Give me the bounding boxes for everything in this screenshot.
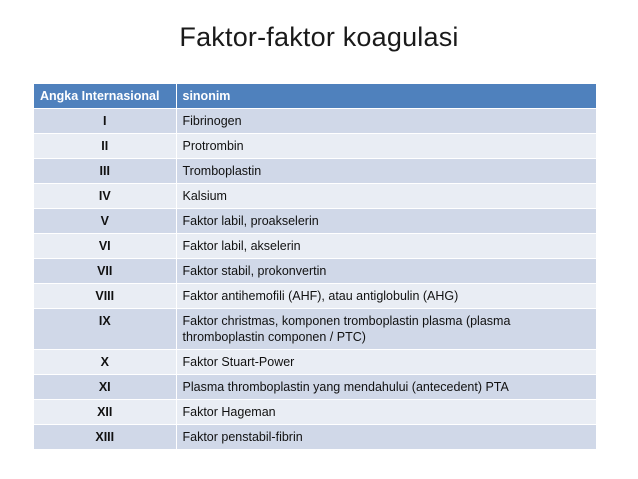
factor-synonym: Faktor Stuart-Power	[176, 350, 596, 375]
table-row	[34, 234, 596, 259]
factor-number: XIII	[34, 425, 176, 450]
factor-number: VI	[34, 234, 176, 259]
slide-title: Faktor-faktor koagulasi	[179, 22, 459, 52]
factor-number: I	[34, 109, 176, 134]
factor-synonym: Tromboplastin	[176, 159, 596, 184]
factor-synonym: Faktor labil, akselerin	[176, 234, 596, 259]
table-row	[34, 350, 596, 375]
table-row	[34, 184, 596, 209]
table-row	[34, 400, 596, 425]
factor-synonym: Faktor christmas, komponen tromboplastin plasma (plasma thromboplastin componen / PTC)	[176, 309, 596, 350]
factor-number: VII	[34, 259, 176, 284]
factor-number: IX	[34, 309, 176, 350]
factor-synonym: Kalsium	[176, 184, 596, 209]
table-row	[34, 375, 596, 400]
header-synonym: sinonim	[176, 84, 596, 109]
header-international-number: Angka Internasional	[34, 84, 176, 109]
factor-number: VIII	[34, 284, 176, 309]
factor-number: V	[34, 209, 176, 234]
factor-synonym: Faktor antihemofili (AHF), atau antiglobulin (AHG)	[176, 284, 596, 309]
table-header-row	[34, 84, 596, 109]
factor-synonym: Faktor labil, proakselerin	[176, 209, 596, 234]
factor-number: X	[34, 350, 176, 375]
factor-synonym: Fibrinogen	[176, 109, 596, 134]
table-row	[34, 425, 596, 450]
factor-number: III	[34, 159, 176, 184]
factor-number: II	[34, 134, 176, 159]
table-row	[34, 159, 596, 184]
factor-synonym: Faktor Hageman	[176, 400, 596, 425]
table-row	[34, 109, 596, 134]
table-row	[34, 134, 596, 159]
factor-synonym: Plasma thromboplastin yang mendahului (antecedent) PTA	[176, 375, 596, 400]
table-row	[34, 259, 596, 284]
table-row	[34, 309, 596, 350]
factor-number: XII	[34, 400, 176, 425]
factor-number: IV	[34, 184, 176, 209]
table-row	[34, 209, 596, 234]
factor-number: XI	[34, 375, 176, 400]
table-row	[34, 284, 596, 309]
factor-synonym: Faktor penstabil-fibrin	[176, 425, 596, 450]
factor-synonym: Protrombin	[176, 134, 596, 159]
factor-synonym: Faktor stabil, prokonvertin	[176, 259, 596, 284]
coagulation-factors-table	[34, 84, 596, 450]
